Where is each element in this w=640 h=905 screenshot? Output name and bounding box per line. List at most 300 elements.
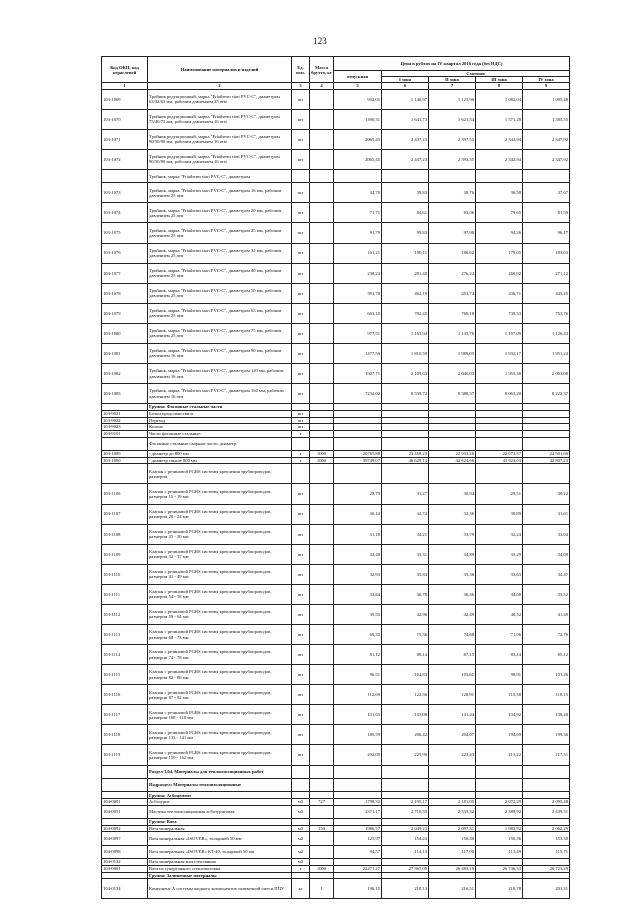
item-name: Тройник редукционный, марка "Friatherm stari PVC-C", диаметром 90/50/90 мм, рабочим давлением 16 атм <box>148 129 292 149</box>
mass-cell <box>310 604 334 624</box>
table-row <box>102 524 570 544</box>
item-name: Клапан с резиновой FGRS системы крепления трубопроводов, размером 74 - 78 мм <box>148 645 292 665</box>
zone2-price: 768,18 <box>429 303 476 323</box>
code: 103-1081 <box>102 343 148 363</box>
code: 103-1073 <box>102 183 148 203</box>
unit-cell: т <box>292 457 310 464</box>
zone1-price: 1 165,94 <box>382 323 429 343</box>
table-row <box>102 778 570 791</box>
zone4-price: 153,30 <box>523 832 570 845</box>
zone-header: I зона <box>382 77 429 83</box>
table-row <box>102 323 570 343</box>
zone4-price: 30,22 <box>523 484 570 504</box>
zone4-price: 118,15 <box>523 685 570 705</box>
zone4-price <box>523 778 570 791</box>
release-price <box>334 424 382 431</box>
mass-cell <box>310 705 334 725</box>
zone1-price: 1 146,97 <box>382 89 429 109</box>
unit-cell: шт <box>292 685 310 705</box>
zone2-price: 1 621,54 <box>429 109 476 129</box>
mass-cell <box>310 424 334 431</box>
release-price: 28,79 <box>334 484 382 504</box>
zone3-price: 41 923,03 <box>476 457 523 464</box>
zone4-price: 81,59 <box>523 203 570 223</box>
code <box>102 765 148 778</box>
unit-cell: шт <box>292 129 310 149</box>
table-row <box>102 725 570 745</box>
zone2-price: 453,74 <box>429 283 476 303</box>
unit-cell: шт <box>292 705 310 725</box>
zone1-price: 122,36 <box>382 685 429 705</box>
release-price <box>334 819 382 826</box>
zone2-price: 216,51 <box>429 879 476 899</box>
table-row <box>102 424 570 431</box>
zone-header: II зона <box>429 77 476 83</box>
mass-cell <box>310 665 334 685</box>
item-name: Клапан с резиновой FGRS системы крепления трубопроводов, размером 20 - 24 мм <box>148 504 292 524</box>
code <box>102 872 148 879</box>
zone3-price <box>476 859 523 866</box>
table-row <box>102 437 570 450</box>
code: 103-1110 <box>102 564 148 584</box>
unit-cell: шт <box>292 109 310 129</box>
zone1-price: 104,83 <box>382 665 429 685</box>
table-row <box>102 89 570 109</box>
release-price: 202,09 <box>334 745 382 765</box>
code: 103-1070 <box>102 109 148 129</box>
table-row <box>102 283 570 303</box>
item-name: Вата минеральная или стеклянная <box>148 859 292 866</box>
code: 103-1117 <box>102 705 148 725</box>
item-name: Тройник, марка "Friatherm stari PVC-C", диаметром 25 мм, рабочим давлением 25 атм <box>148 223 292 243</box>
release-price <box>334 430 382 437</box>
mass-cell: 150 <box>310 825 334 832</box>
zone2-price: 276,24 <box>429 263 476 283</box>
zone4-price: 101,26 <box>523 665 570 685</box>
release-price: 1907,71 <box>334 364 382 384</box>
release-price: 112,69 <box>334 685 382 705</box>
zone3-price: 134,92 <box>476 705 523 725</box>
item-name: Клапан с резиновой FGRS системы крепления трубопроводов, размером 159 - 162 мм <box>148 745 292 765</box>
code: 104-0092 <box>102 825 148 832</box>
item-name: Клапан с резиновой FGRS системы крепления трубопроводов, размером 15 - 19 мм <box>148 484 292 504</box>
col-mass-header: Масса брутто, кг <box>310 57 334 83</box>
zone2-price: 8 388,37 <box>429 384 476 404</box>
unit-cell: м2 <box>292 832 310 845</box>
mass-cell <box>310 819 334 826</box>
zone1-price: 210,13 <box>382 879 429 899</box>
mass-cell: 1 <box>310 879 334 899</box>
zone3-price: 266,92 <box>476 263 523 283</box>
zone2-price: 33,79 <box>429 524 476 544</box>
mass-cell <box>310 303 334 323</box>
zone3-price: 33,29 <box>476 544 523 564</box>
zone3-price: 179,05 <box>476 243 523 263</box>
mass-cell <box>310 129 334 149</box>
release-price: 39,55 <box>334 604 382 624</box>
table-row <box>102 129 570 149</box>
table-row <box>102 564 570 584</box>
zone4-price: 96,17 <box>523 223 570 243</box>
col-number: 6 <box>382 83 429 89</box>
mass-cell <box>310 504 334 524</box>
item-name: Клапан с резиновой FGRS системы крепления трубопроводов, размером 32 - 37 мм <box>148 544 292 564</box>
zone1-price: 190,11 <box>382 243 429 263</box>
code: 103-1074 <box>102 203 148 223</box>
zone4-price <box>523 410 570 417</box>
zone2-price: 83,06 <box>429 203 476 223</box>
item-name: Клапан с резиновой FGRS системы крепления трубопроводов, размером 108 - 118 мм <box>148 705 292 725</box>
mass-cell <box>310 89 334 109</box>
code: 103-1069 <box>102 89 148 109</box>
item-name: Асбозурит <box>148 798 292 805</box>
mass-cell <box>310 283 334 303</box>
table-row <box>102 865 570 872</box>
zone3-price <box>476 778 523 791</box>
mass-cell: 1000 <box>310 450 334 457</box>
zone3-price <box>476 819 523 826</box>
item-name: Тройник, марка "Friatherm stari PVC-C", диаметром 32 мм, рабочим давлением 25 атм <box>148 243 292 263</box>
code: 103-1111 <box>102 584 148 604</box>
code <box>102 404 148 411</box>
zone1-price: 88,14 <box>382 645 429 665</box>
col-number: 9 <box>523 83 570 89</box>
zone3-price <box>476 792 523 799</box>
unit-cell <box>292 778 310 791</box>
mass-cell <box>310 725 334 745</box>
zone4-price: 217,51 <box>523 745 570 765</box>
zone1-price: 34,21 <box>382 524 429 544</box>
unit-cell: шт <box>292 564 310 584</box>
item-name: Тройник, марка "Friatherm stari PVC-C", диаметром 16 мм, рабочим давлением 25 атм <box>148 183 292 203</box>
unit-cell: шт <box>292 183 310 203</box>
zone4-price: 2 095,48 <box>523 798 570 805</box>
unit-cell: шт <box>292 243 310 263</box>
zone2-price: 97,98 <box>429 223 476 243</box>
zone2-price: 156,40 <box>429 832 476 845</box>
item-name: Тройник, марка "Friatherm stari PVC-C", диаметром 160 мм, рабочим давлением 16 атм <box>148 384 292 404</box>
zone4-price: 445,25 <box>523 283 570 303</box>
zone2-price: 2 181,05 <box>429 798 476 805</box>
zone2-price: 117,00 <box>429 845 476 858</box>
code <box>102 778 148 791</box>
zone2-price <box>429 169 476 182</box>
code: 103-9022 <box>102 417 148 424</box>
table-row <box>102 705 570 725</box>
code: 103-1115 <box>102 665 148 685</box>
unit-cell: м2 <box>292 845 310 858</box>
zone3-price: 94,26 <box>476 223 523 243</box>
item-name: Клапан с резиновой FGRS системы крепления трубопроводов, размером 25 - 30 мм <box>148 524 292 544</box>
unit-cell: шт <box>292 424 310 431</box>
col-unit-header: Ед. изм. <box>292 57 310 83</box>
table-row <box>102 879 570 899</box>
zone1-price <box>382 410 429 417</box>
item-name: Тройник, марка "Friatherm stari PVC-C", диаметром 50 мм, рабочим давлением 25 атм <box>148 283 292 303</box>
price-table <box>101 56 570 899</box>
item-name: Группа: Асбоцемент <box>148 792 292 799</box>
zone3-price: 79,65 <box>476 203 523 223</box>
mass-cell <box>310 149 334 169</box>
table-row <box>102 504 570 524</box>
table-row <box>102 203 570 223</box>
mass-cell <box>310 778 334 791</box>
table-row <box>102 243 570 263</box>
zone1-price: 2 437,23 <box>382 129 429 149</box>
mass-cell <box>310 384 334 404</box>
zone1-price: 46 629,14 <box>382 457 429 464</box>
zone1-price: 2 109,63 <box>382 364 429 384</box>
zone4-price: 138,20 <box>523 705 570 725</box>
item-name: Клапан с резиновой FGRS системы крепления трубопроводов, размером 68 - 73 мм <box>148 624 292 644</box>
zone2-price: 34,89 <box>429 544 476 564</box>
zone3-price: 1 571,28 <box>476 109 523 129</box>
release-price: 663,10 <box>334 303 382 323</box>
zone4-price: 33,04 <box>523 524 570 544</box>
zone3-price: 36,58 <box>476 183 523 203</box>
unit-cell: т <box>292 430 310 437</box>
table-row <box>102 665 570 685</box>
zone3-price: 1 983,92 <box>476 825 523 832</box>
release-price: 189,59 <box>334 725 382 745</box>
zone4-price <box>523 169 570 182</box>
zone4-price: 35,52 <box>523 584 570 604</box>
release-price: 96,51 <box>334 665 382 685</box>
mass-cell <box>310 430 334 437</box>
item-name: Тройник, марка "Friatherm stari PVC-C", диаметром 75 мм, рабочим давлением 25 атм <box>148 323 292 343</box>
unit-cell: м3 <box>292 805 310 818</box>
zone4-price <box>523 792 570 799</box>
code: 103-1078 <box>102 283 148 303</box>
mass-cell <box>310 404 334 411</box>
table-row <box>102 765 570 778</box>
code: 103-1082 <box>102 364 148 384</box>
item-name: Тройник, марка "Friatherm stari PVC-C", диаметром 110 мм, рабочим давлением 16 атм <box>148 364 292 384</box>
code: 103-1089 <box>102 450 148 457</box>
zone3-price: 2 342,94 <box>476 129 523 149</box>
mass-cell <box>310 584 334 604</box>
unit-cell: шт <box>292 149 310 169</box>
item-name: Тройник, марка "Friatherm stari PVC-C", диаметром 90 мм, рабочим давлением 16 атм <box>148 343 292 363</box>
release-price: 7234,02 <box>334 384 382 404</box>
zone2-price: 2 097,31 <box>429 825 476 832</box>
item-name: Тройник редукционный, марка "Friatherm stari PVC-C", диаметром 75/40/75 мм, рабочим давлением 16 атм <box>148 109 292 129</box>
zone2-price: 204,07 <box>429 725 476 745</box>
mass-cell <box>310 263 334 283</box>
release-price: 1390,31 <box>334 109 382 129</box>
code: 103-1106 <box>102 484 148 504</box>
zone2-price <box>429 778 476 791</box>
zone3-price <box>476 410 523 417</box>
release-price: 32,93 <box>334 564 382 584</box>
unit-cell: т <box>292 865 310 872</box>
zone3-price: 34,68 <box>476 584 523 604</box>
mass-cell <box>310 343 334 363</box>
zone3-price <box>476 417 523 424</box>
mass-cell <box>310 437 334 450</box>
zone3-price <box>476 424 523 431</box>
zone1-price: 36,78 <box>382 584 429 604</box>
unit-cell: шт <box>292 223 310 243</box>
unit-cell <box>292 819 310 826</box>
col-number: 8 <box>476 83 523 89</box>
zone3-price: 22 073,37 <box>476 450 523 457</box>
zone4-price: 1 126,43 <box>523 323 570 343</box>
table-row <box>102 584 570 604</box>
mass-cell <box>310 765 334 778</box>
zone3-price: 194,69 <box>476 725 523 745</box>
unit-cell: шт <box>292 203 310 223</box>
release-price: 1477,59 <box>334 343 382 363</box>
unit-cell: т <box>292 450 310 457</box>
zone1-price: 2 049,23 <box>382 825 429 832</box>
table-row <box>102 872 570 879</box>
zone1-price: 75,36 <box>382 624 429 644</box>
unit-cell: шт <box>292 504 310 524</box>
zone4-price <box>523 765 570 778</box>
zone4-price <box>523 424 570 431</box>
zone4-price: 72,76 <box>523 624 570 644</box>
unit-cell: шт <box>292 343 310 363</box>
zone1-price <box>382 778 429 791</box>
zone3-price: 33,63 <box>476 564 523 584</box>
release-price: 32,40 <box>334 544 382 564</box>
code: 103-1112 <box>102 604 148 624</box>
zone3-price: 1 107,09 <box>476 323 523 343</box>
zone4-price: 85,12 <box>523 645 570 665</box>
page-number: 123 <box>313 36 327 46</box>
release-price: 30,14 <box>334 504 382 524</box>
mass-cell <box>310 564 334 584</box>
mass-cell <box>310 223 334 243</box>
zone3-price: 150,36 <box>476 832 523 845</box>
mass-cell <box>310 524 334 544</box>
unit-cell <box>292 464 310 484</box>
zone1-price <box>382 765 429 778</box>
zone1-price: 27 367,09 <box>382 865 429 872</box>
zone1-price: 39,83 <box>382 183 429 203</box>
table-row <box>102 343 570 363</box>
zone1-price: 1 641,73 <box>382 109 429 129</box>
unit-cell: шт <box>292 645 310 665</box>
zone2-price: 26 483,19 <box>429 865 476 872</box>
code: 103-1108 <box>102 524 148 544</box>
item-name: Бочки продольносвилт <box>148 410 292 417</box>
release-price: 161,21 <box>334 243 382 263</box>
item-name: Вата минеральная <box>148 825 292 832</box>
code: 103-1116 <box>102 685 148 705</box>
unit-cell <box>292 872 310 879</box>
zone2-price <box>429 765 476 778</box>
table-row <box>102 624 570 644</box>
mass-cell <box>310 872 334 879</box>
table-row <box>102 263 570 283</box>
zone3-price: 115,38 <box>476 685 523 705</box>
zone4-price: 31,61 <box>523 504 570 524</box>
item-name: Клапан с резиновой FGRS системы крепления трубопроводов, размером 87 - 92 мм <box>148 685 292 705</box>
col-estimate-header: Сметная <box>382 71 570 77</box>
item-name: Переход <box>148 417 292 424</box>
zone1-price: 782,45 <box>382 303 429 323</box>
zone3-price <box>476 872 523 879</box>
table-row <box>102 169 570 182</box>
zone1-price <box>382 169 429 182</box>
table-row <box>102 450 570 457</box>
zone2-price: 2 040,03 <box>429 364 476 384</box>
release-price: 131,65 <box>334 705 382 725</box>
unit-cell: шт <box>292 524 310 544</box>
item-name: Компонент А системы жидкого компонентов заливочной смеси ППУ <box>148 879 292 899</box>
zone1-price: 32,74 <box>382 504 429 524</box>
zone3-price: 2 072,29 <box>476 798 523 805</box>
mass-cell <box>310 109 334 129</box>
zone2-price <box>429 424 476 431</box>
zone3-price: 40,52 <box>476 604 523 624</box>
table-row <box>102 303 570 323</box>
mass-cell <box>310 183 334 203</box>
zone1-price: 35,84 <box>382 564 429 584</box>
table-row <box>102 604 570 624</box>
item-name: Фасонные стальные сварные части, диаметр <box>148 437 292 450</box>
table-row <box>102 484 570 504</box>
zone1-price: 8 539,72 <box>382 384 429 404</box>
table-row <box>102 183 570 203</box>
item-name: Колено <box>148 424 292 431</box>
release-price: 22471,27 <box>334 865 382 872</box>
release-price <box>334 410 382 417</box>
code: 103-1113 <box>102 624 148 644</box>
code: 103-9021 <box>102 410 148 417</box>
zone3-price: 32,24 <box>476 524 523 544</box>
table-row <box>102 457 570 464</box>
release-price <box>334 437 382 450</box>
table-row <box>102 859 570 866</box>
zone3-price <box>476 464 523 484</box>
release-price: 31,18 <box>334 524 382 544</box>
table-row <box>102 685 570 705</box>
zone1-price: 84,61 <box>382 203 429 223</box>
table-row <box>102 825 570 832</box>
zone2-price <box>429 404 476 411</box>
zone2-price: 42,49 <box>429 604 476 624</box>
zone4-price: 1 095,48 <box>523 89 570 109</box>
mass-cell <box>310 645 334 665</box>
zone2-price <box>429 859 476 866</box>
zone2-price: 36,36 <box>429 584 476 604</box>
zone4-price: 2 439,31 <box>523 805 570 818</box>
zone3-price <box>476 404 523 411</box>
code <box>102 464 148 484</box>
zone4-price <box>523 437 570 450</box>
zone1-price <box>382 819 429 826</box>
zone1-price <box>382 464 429 484</box>
table-row <box>102 149 570 169</box>
zone1-price <box>382 872 429 879</box>
code: 104-0051 <box>102 805 148 818</box>
zone1-price: 206,42 <box>382 725 429 745</box>
zone2-price <box>429 792 476 799</box>
zone1-price <box>382 792 429 799</box>
zone3-price: 739,33 <box>476 303 523 323</box>
zone2-price <box>429 819 476 826</box>
col-number: 5 <box>334 83 382 89</box>
mass-cell <box>310 203 334 223</box>
item-name: Группа: Заливочные материалы <box>148 872 292 879</box>
mass-cell <box>310 805 334 818</box>
release-price: 932,01 <box>334 89 382 109</box>
item-name: Тройник, марка "Friatherm stari PVC-C", диаметром <box>148 169 292 182</box>
item-name: Тройник редукционный, марка "Friatherm stari PVC-C", диаметром 63/32/63 мм, рабочим давлением 25 атм <box>148 89 292 109</box>
